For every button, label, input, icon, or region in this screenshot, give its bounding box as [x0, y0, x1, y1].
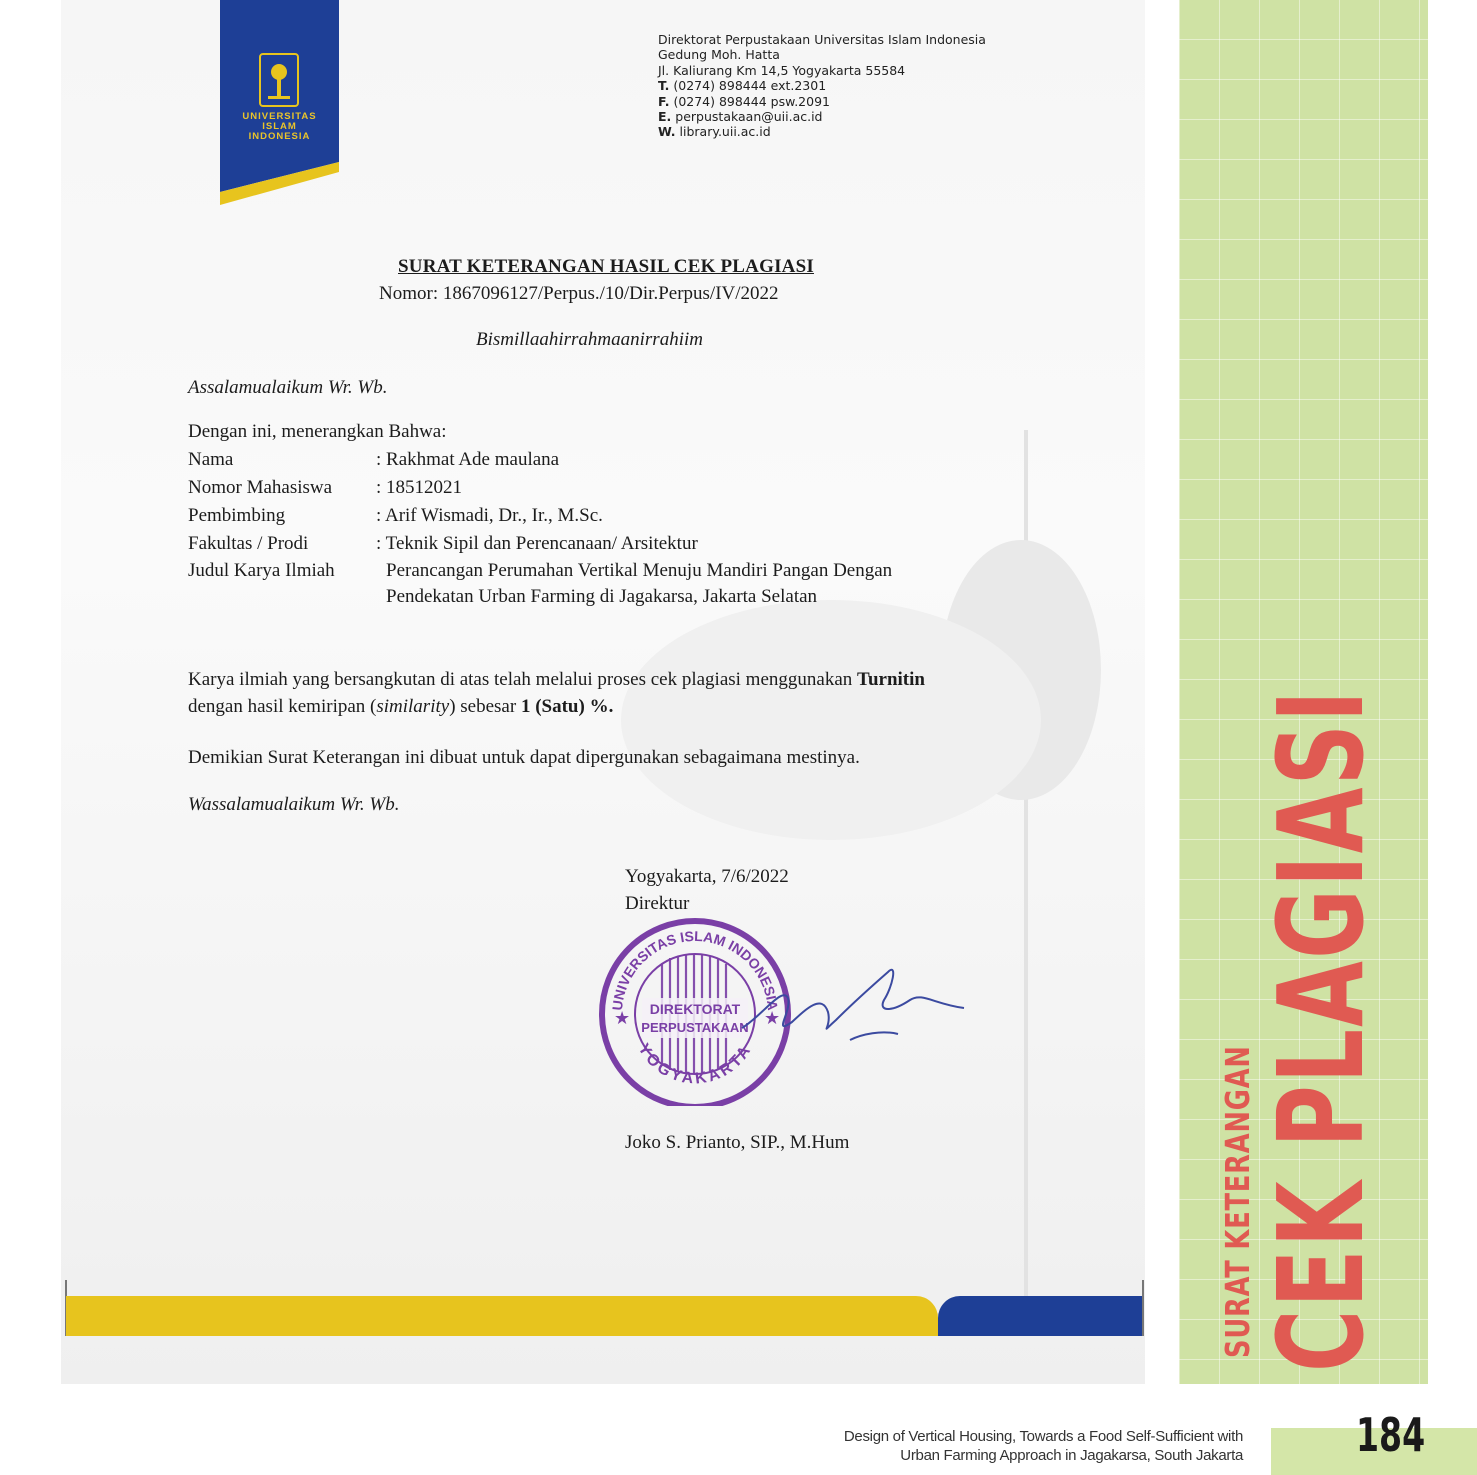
address-block — [658, 32, 986, 140]
closing-statement: Demikian Surat Keterangan ini dibuat untuk dapat dipergunakan sebagaimana mestinya. — [188, 747, 860, 768]
signatory-position: Direktur — [625, 893, 690, 914]
address-line: Direktorat Perpustakaan Universitas Islam Indonesia — [658, 32, 986, 47]
place-date: Yogyakarta, 7/6/2022 — [625, 866, 789, 887]
bottom-blue-bar — [938, 1296, 1143, 1336]
field-label: Judul Karya Ilmiah — [188, 560, 335, 581]
field-value: : 18512021 — [376, 477, 463, 498]
field-value: Perancangan Perumahan Vertikal Menuju Mandiri Pangan Dengan — [386, 560, 893, 581]
field-label: Nomor Mahasiswa — [188, 477, 333, 498]
email-value: perpustakaan@uii.ac.id — [675, 109, 823, 125]
stamp-middle-1: DIREKTORAT — [649, 1001, 741, 1017]
banner-title: CEK PLAGIASI — [1252, 688, 1390, 1372]
closing-greeting: Wassalamualaikum Wr. Wb. — [188, 794, 400, 815]
stamp-star-icon: ★ — [614, 1008, 631, 1028]
similarity-term: similarity — [376, 696, 450, 717]
intro-text: Dengan ini, menerangkan Bahwa: — [188, 421, 447, 442]
field-value-continued: Pendekatan Urban Farming di Jagakarsa, Jakarta Selatan — [386, 586, 818, 607]
field-label: Fakultas / Prodi — [188, 533, 309, 554]
field-value: : Arif Wismadi, Dr., Ir., M.Sc. — [376, 505, 603, 526]
result-text: dengan hasil kemiripan ( — [188, 696, 377, 717]
logo-text — [220, 112, 339, 142]
stamp-middle-2: PERPUSTAKAAN — [641, 1020, 749, 1035]
greeting: Assalamualaikum Wr. Wb. — [188, 377, 388, 398]
watermark-shape — [621, 600, 1041, 840]
field-label: Nama — [188, 449, 234, 470]
phone-label: T. — [658, 78, 670, 94]
field-value: : Rakhmat Ade maulana — [376, 449, 560, 470]
similarity-value: 1 (Satu) %. — [520, 696, 614, 717]
banner-subtitle: SURAT KETERANGAN — [1218, 1045, 1257, 1358]
letter-title: SURAT KETERANGAN HASIL CEK PLAGIASI — [398, 256, 814, 277]
tool-name: Turnitin — [857, 669, 925, 690]
address-line: Jl. Kaliurang Km 14,5 Yogyakarta 55584 — [658, 62, 906, 78]
fax-label: F. — [658, 93, 670, 109]
footer-caption — [844, 1427, 1243, 1465]
address-fax — [658, 94, 986, 109]
email-label: E. — [658, 109, 672, 125]
stamp-bottom-text: YOGYAKARTA — [634, 1040, 756, 1088]
result-line-2 — [188, 693, 925, 720]
result-paragraph — [188, 666, 925, 720]
bottom-yellow-bar — [66, 1296, 938, 1336]
bismillah: Bismillaahirrahmaanirrahiim — [476, 329, 703, 350]
logo-line: ISLAM — [262, 121, 297, 132]
address-web — [658, 124, 986, 139]
fax-value: (0274) 898444 psw.2091 — [673, 93, 830, 109]
logo-line: UNIVERSITAS — [242, 111, 317, 122]
university-logo — [220, 0, 339, 205]
official-stamp — [592, 916, 972, 1106]
field-label: Pembimbing — [188, 505, 286, 526]
letter-number: Nomor: 1867096127/Perpus./10/Dir.Perpus/IV/2022 — [379, 283, 779, 304]
result-text: ) sebesar — [449, 696, 521, 717]
result-text: Karya ilmiah yang bersangkutan di atas telah melalui proses cek plagiasi menggunakan — [188, 669, 858, 690]
bottom-right-rule — [1142, 1280, 1144, 1336]
web-label: W. — [658, 124, 676, 140]
field-value: : Teknik Sipil dan Perencanaan/ Arsitektur — [376, 533, 698, 554]
address-line: Gedung Moh. Hatta — [658, 47, 780, 63]
address-email — [658, 109, 986, 124]
logo-line: INDONESIA — [248, 131, 311, 142]
stamp-top-text: UNIVERSITAS ISLAM INDONESIA — [608, 927, 782, 1012]
page-number: 184 — [1356, 1408, 1426, 1462]
footer-line: Design of Vertical Housing, Towards a Food Self-Sufficient with — [843, 1428, 1243, 1445]
signatory-name: Joko S. Prianto, SIP., M.Hum — [625, 1132, 850, 1153]
web-value: library.uii.ac.id — [679, 124, 771, 140]
address-phone — [658, 78, 986, 93]
footer-line: Urban Farming Approach in Jagakarsa, South Jakarta — [900, 1447, 1243, 1464]
stamp-star-icon: ★ — [764, 1008, 781, 1028]
result-line-1 — [188, 666, 925, 693]
phone-value: (0274) 898444 ext.2301 — [673, 78, 827, 94]
